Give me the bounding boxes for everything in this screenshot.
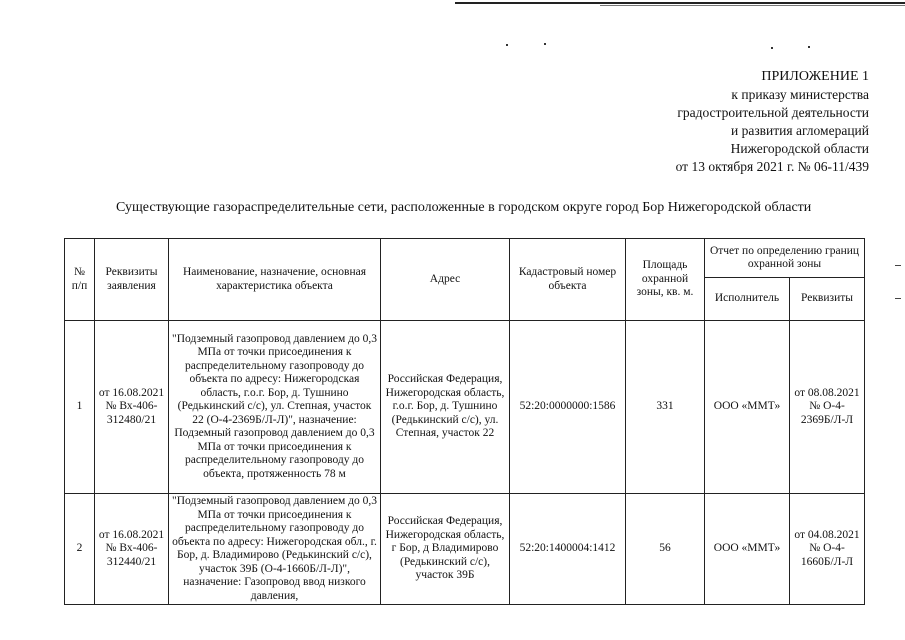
cell-address: Российская Федерация, Нижегородская область, г.о.г. Бор, д. Тушнино (Редькинский с/с), ул. Степная, участок 22 xyxy=(381,321,510,494)
header-report-requisites: Реквизиты xyxy=(790,278,865,321)
appendix-line: от 13 октября 2021 г. № 06-11/439 xyxy=(675,159,869,174)
cell-executor: ООО «ММТ» xyxy=(705,321,790,494)
cell-num: 2 xyxy=(65,494,95,605)
appendix-line: градостроительной деятельности xyxy=(677,105,869,120)
cell-num: 1 xyxy=(65,321,95,494)
cell-cadastral: 52:20:0000000:1586 xyxy=(510,321,626,494)
cell-requisites: от 16.08.2021 № Вх-406-312480/21 xyxy=(95,321,169,494)
document-title: Существующие газораспределительные сети, расположенные в городском округе город Бор Нижегородской области xyxy=(116,200,812,215)
margin-mark xyxy=(895,298,901,299)
cell-area: 56 xyxy=(626,494,705,605)
cell-address: Российская Федерация, Нижегородская область, г Бор, д Владимирово (Редькинский с/с), участок 39Б xyxy=(381,494,510,605)
appendix-block xyxy=(676,68,869,176)
header-report: Отчет по определению границ охранной зоны xyxy=(705,239,865,278)
cell-requisites: от 16.08.2021 № Вх-406-312440/21 xyxy=(95,494,169,605)
scan-speck xyxy=(544,43,546,45)
appendix-heading: ПРИЛОЖЕНИЕ 1 xyxy=(761,69,869,84)
margin-mark xyxy=(895,265,901,266)
appendix-line: к приказу министерства xyxy=(731,87,869,102)
header-address: Адрес xyxy=(381,239,510,321)
scan-speck xyxy=(506,44,508,46)
scan-edge-line xyxy=(600,5,905,6)
table-row xyxy=(65,321,865,494)
header-requisites: Реквизиты заявления xyxy=(95,239,169,321)
header-name: Наименование, назначение, основная характеристика объекта xyxy=(169,239,381,321)
cell-report-requisites: от 04.08.2021 № О-4-1660Б/Л-Л xyxy=(790,494,865,605)
scan-edge-line xyxy=(455,2,905,4)
scan-speck xyxy=(808,46,810,48)
scan-speck xyxy=(771,47,773,49)
table-row xyxy=(65,494,865,605)
header-num: № п/п xyxy=(65,239,95,321)
cell-executor: ООО «ММТ» xyxy=(705,494,790,605)
cell-name: "Подземный газопровод давлением до 0,3 МПа от точки присоединения к распределительному газопроводу до объекта по адресу: Нижегородская обл., г. Бор, д. Владимирово (Редькинский с/с), участок 39Б (О-4-1660Б/Л-Л)", назначение: Газопровод ввод низкого давления, xyxy=(169,494,381,605)
table-header-row xyxy=(65,239,865,278)
appendix-line: и развития агломераций xyxy=(730,123,869,138)
cell-report-requisites: от 08.08.2021 № О-4-2369Б/Л-Л xyxy=(790,321,865,494)
header-cadastral: Кадастровый номер объекта xyxy=(510,239,626,321)
gas-networks-table xyxy=(64,238,865,605)
header-area: Площадь охранной зоны, кв. м. xyxy=(626,239,705,321)
header-executor: Исполнитель xyxy=(705,278,790,321)
cell-area: 331 xyxy=(626,321,705,494)
appendix-line: Нижегородской области xyxy=(730,141,869,156)
cell-name: "Подземный газопровод давлением до 0,3 МПа от точки присоединения к распределительному газопроводу до объекта по адресу: Нижегородская область, г.о.г. Бор, д. Тушнино (Редькинский с/с), ул. Степная, участок 22 (О-4-2369Б/Л-Л)", назначение: Подземный газопровод давлением до 0,3 МПа от точки присоединения к распределительному газопроводу до объекта, протяженность 78 м xyxy=(169,321,381,494)
cell-cadastral: 52:20:1400004:1412 xyxy=(510,494,626,605)
